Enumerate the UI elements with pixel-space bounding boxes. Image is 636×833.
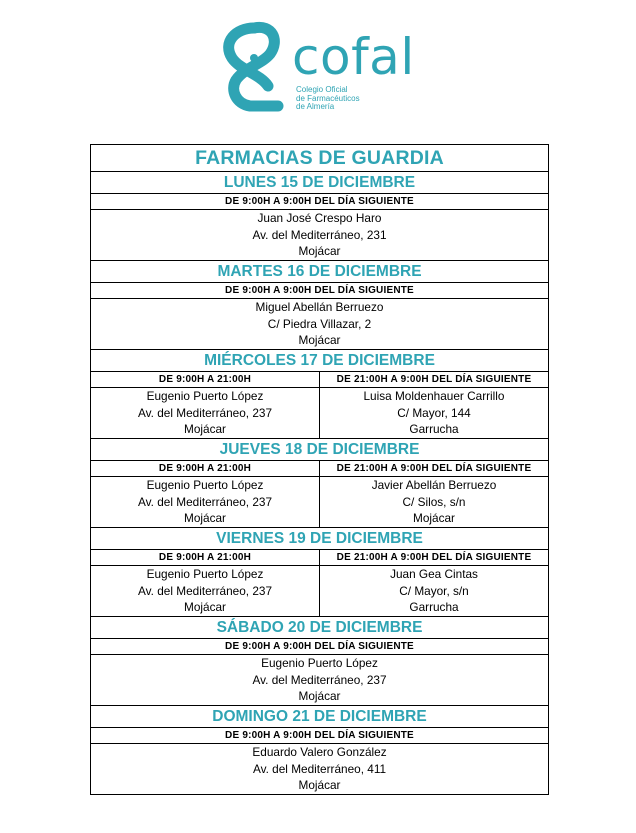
guard-schedule-table <box>90 144 549 795</box>
day-heading: DOMINGO 21 DE DICIEMBRE <box>91 706 549 728</box>
page-title: FARMACIAS DE GUARDIA <box>91 145 549 172</box>
day-heading: JUEVES 18 DE DICIEMBRE <box>91 439 549 461</box>
pharmacy-town: Mojácar <box>184 600 226 615</box>
day-heading: SÁBADO 20 DE DICIEMBRE <box>91 617 549 639</box>
day-heading: MIÉRCOLES 17 DE DICIEMBRE <box>91 350 549 372</box>
pharmacy-name: Eugenio Puerto López <box>146 478 264 493</box>
pharmacy-name: Eugenio Puerto López <box>146 389 264 404</box>
pharmacy-address: Av. del Mediterráneo, 237 <box>138 405 272 420</box>
shift-hours: DE 21:00H A 9:00H DEL DÍA SIGUIENTE <box>320 461 549 477</box>
logo-wordmark: cofal <box>292 28 415 86</box>
day-heading: LUNES 15 DE DICIEMBRE <box>91 172 549 194</box>
pharmacy-name: Juan José Crespo Haro <box>257 211 382 226</box>
shift-hours: DE 9:00H A 9:00H DEL DÍA SIGUIENTE <box>91 639 549 655</box>
pharmacy-entry <box>320 566 549 617</box>
pharmacy-name: Eugenio Puerto López <box>146 567 264 582</box>
pharmacy-address: Av. del Mediterráneo, 237 <box>138 494 272 509</box>
pharmacy-entry <box>91 388 320 439</box>
pharmacy-address: Av. del Mediterráneo, 411 <box>252 761 387 776</box>
pharmacy-town: Mojácar <box>413 511 455 526</box>
pharmacy-address: C/ Mayor, s/n <box>399 583 469 598</box>
pharmacy-town: Garrucha <box>409 422 459 437</box>
pharmacy-address: C/ Mayor, 144 <box>397 405 471 420</box>
day-heading: MARTES 16 DE DICIEMBRE <box>91 261 549 283</box>
pharmacy-name: Eduardo Valero González <box>252 745 387 760</box>
pharmacy-entry <box>91 566 320 617</box>
logo-subtitle: Colegio Oficial de Farmacéuticos de Almería <box>296 85 360 111</box>
pharmacy-name: Juan Gea Cintas <box>390 567 478 582</box>
pharmacy-address: Av. del Mediterráneo, 237 <box>138 583 272 598</box>
pharmacy-name: Javier Abellán Berruezo <box>371 478 497 493</box>
cofal-emblem-icon <box>214 18 294 114</box>
shift-hours: DE 21:00H A 9:00H DEL DÍA SIGUIENTE <box>320 372 549 388</box>
pharmacy-entry <box>320 388 549 439</box>
pharmacy-town: Mojácar <box>298 689 341 704</box>
pharmacy-town: Mojácar <box>298 778 341 793</box>
shift-hours: DE 9:00H A 21:00H <box>91 550 320 566</box>
shift-hours: DE 9:00H A 21:00H <box>91 372 320 388</box>
pharmacy-address: C/ Silos, s/n <box>402 494 466 509</box>
pharmacy-name: Eugenio Puerto López <box>261 656 378 671</box>
shift-hours: DE 9:00H A 9:00H DEL DÍA SIGUIENTE <box>91 728 549 744</box>
pharmacy-town: Mojácar <box>298 333 341 348</box>
shift-hours: DE 9:00H A 9:00H DEL DÍA SIGUIENTE <box>91 194 549 210</box>
pharmacy-town: Mojácar <box>184 422 226 437</box>
pharmacy-town: Mojácar <box>298 244 341 259</box>
pharmacy-town: Mojácar <box>184 511 226 526</box>
day-heading: VIERNES 19 DE DICIEMBRE <box>91 528 549 550</box>
shift-hours: DE 9:00H A 9:00H DEL DÍA SIGUIENTE <box>91 283 549 299</box>
pharmacy-name: Miguel Abellán Berruezo <box>255 300 384 315</box>
shift-hours: DE 21:00H A 9:00H DEL DÍA SIGUIENTE <box>320 550 549 566</box>
pharmacy-entry <box>91 299 549 350</box>
pharmacy-name: Luisa Moldenhauer Carrillo <box>363 389 505 404</box>
shift-hours: DE 9:00H A 21:00H <box>91 461 320 477</box>
pharmacy-address: Av. del Mediterráneo, 237 <box>252 672 387 687</box>
pharmacy-entry <box>91 477 320 528</box>
cofal-logo <box>214 18 434 118</box>
pharmacy-entry <box>320 477 549 528</box>
pharmacy-entry <box>91 210 549 261</box>
pharmacy-entry <box>91 655 549 706</box>
pharmacy-address: C/ Piedra Villazar, 2 <box>267 316 372 331</box>
pharmacy-address: Av. del Mediterráneo, 231 <box>252 227 387 242</box>
pharmacy-town: Garrucha <box>409 600 459 615</box>
pharmacy-entry <box>91 744 549 795</box>
